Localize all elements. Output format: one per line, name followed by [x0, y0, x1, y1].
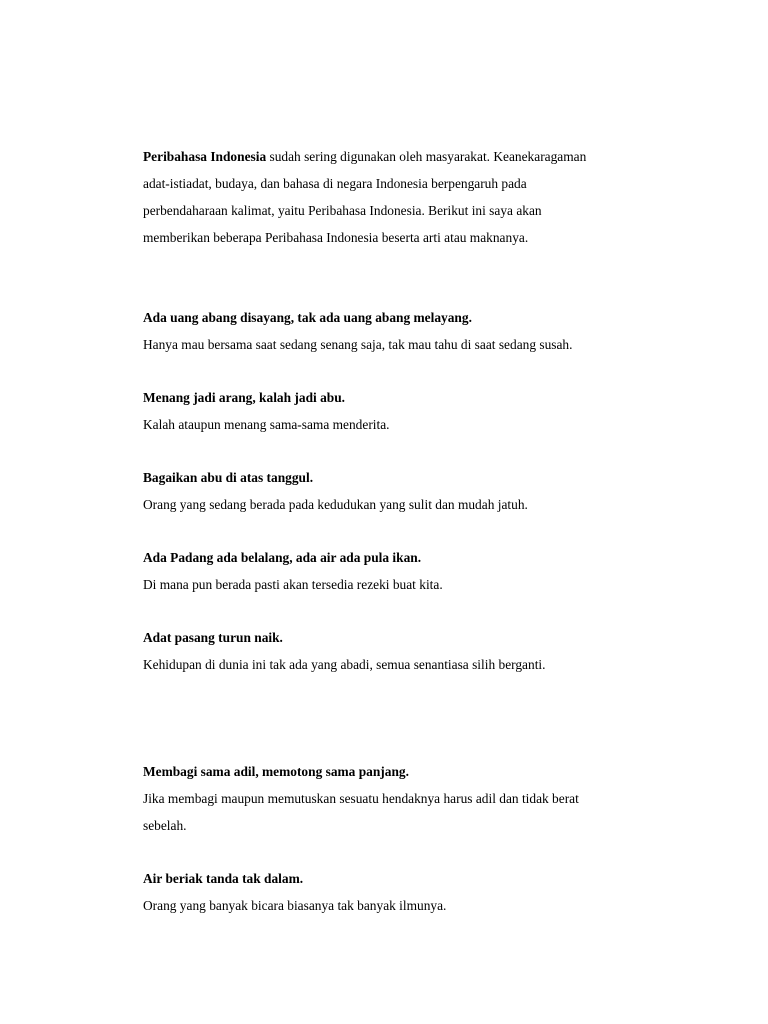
intro-paragraph	[143, 143, 643, 251]
proverb-entry	[143, 384, 643, 438]
intro-lead-term: Peribahasa Indonesia	[143, 149, 267, 164]
proverb-entry	[143, 304, 643, 358]
proverb-meaning: Hanya mau bersama saat sedang senang saja, tak mau tahu di saat sedang susah.	[143, 337, 573, 352]
proverb-title: Menang jadi arang, kalah jadi abu.	[143, 390, 346, 405]
proverb-title: Membagi sama adil, memotong sama panjang.	[143, 764, 409, 779]
proverb-entry	[143, 624, 643, 678]
proverb-title: Ada Padang ada belalang, ada air ada pula ikan.	[143, 550, 422, 565]
proverb-title: Adat pasang turun naik.	[143, 630, 283, 645]
proverb-meaning: Di mana pun berada pasti akan tersedia rezeki buat kita.	[143, 577, 443, 592]
proverb-entry	[143, 865, 643, 919]
proverb-entry	[143, 544, 643, 598]
proverb-meaning: Kehidupan di dunia ini tak ada yang abadi, semua senantiasa silih berganti.	[143, 657, 546, 672]
proverb-title: Air beriak tanda tak dalam.	[143, 871, 304, 886]
intro-line-1	[143, 143, 643, 170]
proverb-meaning: Orang yang sedang berada pada kedudukan yang sulit dan mudah jatuh.	[143, 497, 528, 512]
proverb-entry	[143, 758, 643, 839]
proverb-meaning: Jika membagi maupun memutuskan sesuatu hendaknya harus adil dan tidak berat	[143, 791, 579, 806]
proverb-title: Bagaikan abu di atas tanggul.	[143, 470, 314, 485]
proverb-meaning: Kalah ataupun menang sama-sama menderita.	[143, 417, 390, 432]
intro-line-4: memberikan beberapa Peribahasa Indonesia beserta arti atau maknanya.	[143, 230, 529, 245]
intro-line-2: adat-istiadat, budaya, dan bahasa di negara Indonesia berpengaruh pada	[143, 176, 527, 191]
proverb-meaning: Orang yang banyak bicara biasanya tak banyak ilmunya.	[143, 898, 447, 913]
proverb-entry	[143, 464, 643, 518]
proverb-title: Ada uang abang disayang, tak ada uang abang melayang.	[143, 310, 472, 325]
proverb-meaning: sebelah.	[143, 818, 187, 833]
intro-line-3: perbendaharaan kalimat, yaitu Peribahasa Indonesia. Berikut ini saya akan	[143, 203, 542, 218]
intro-line-1-rest: sudah sering digunakan oleh masyarakat. Keanekaragaman	[266, 149, 587, 164]
